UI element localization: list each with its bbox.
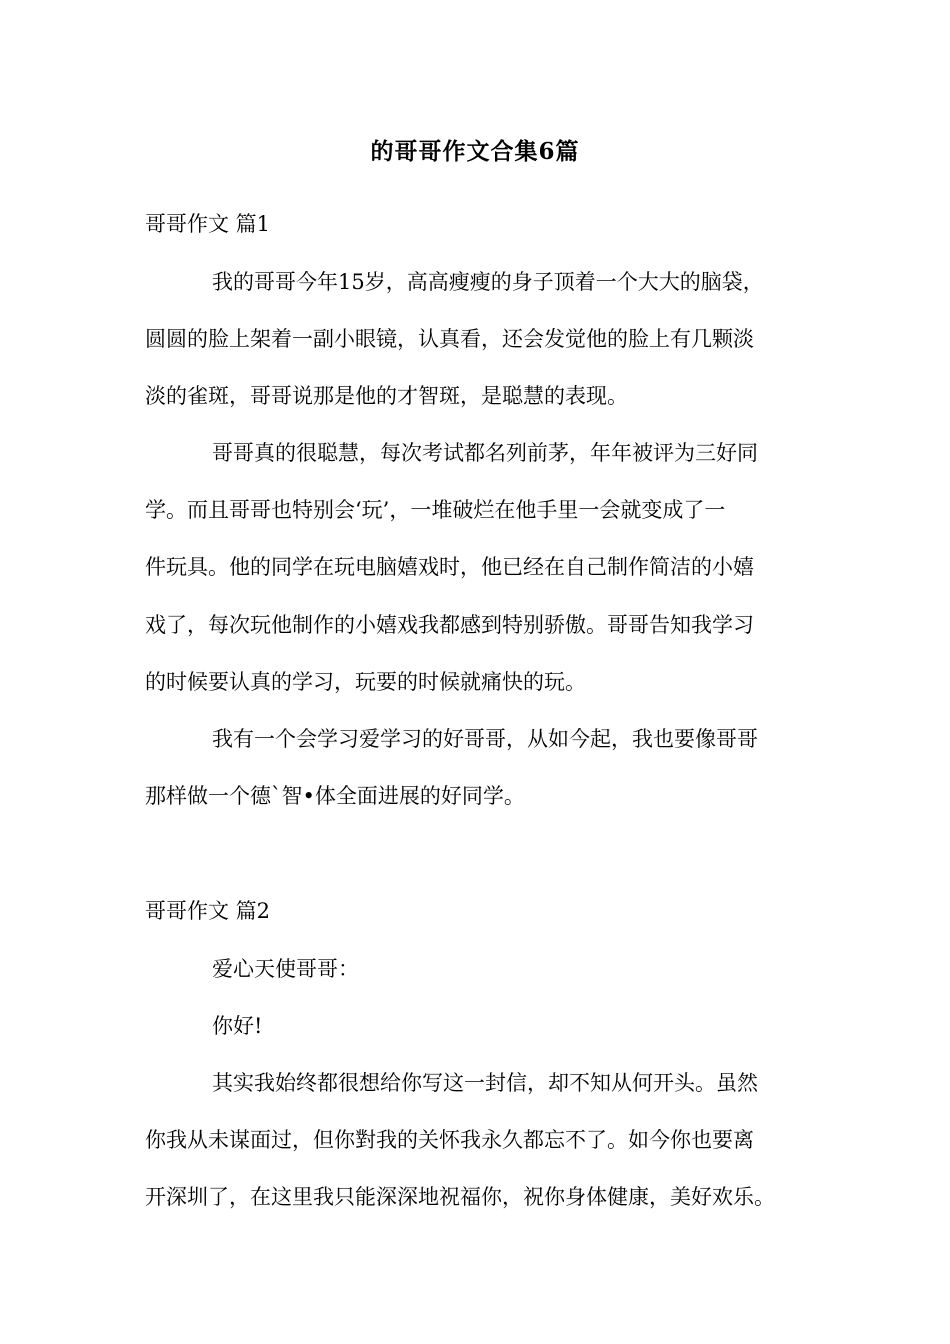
paragraph-line: 爱心天使哥哥： xyxy=(212,957,359,981)
document-title: 的哥哥作文合集6篇 xyxy=(370,138,580,165)
paragraph-line: 其实我始终都很想给你写这一封信，却不知从何开头。虽然 xyxy=(212,1071,758,1095)
paragraph-line: 开深圳了，在这里我只能深深地祝福你，祝你身体健康，美好欢乐。 xyxy=(145,1185,775,1209)
paragraph-line: 那样做一个德`智•体全面进展的好同学。 xyxy=(145,784,525,808)
paragraph-line: 件玩具。他的同学在玩电脑嬉戏时，他已经在自己制作简洁的小嬉 xyxy=(145,555,754,579)
paragraph-line: 你我从未谋面过，但你對我的关怀我永久都忘不了。如今你也要离 xyxy=(145,1128,754,1152)
paragraph-line: 戏了，每次玩他制作的小嬉戏我都感到特别骄傲。哥哥告知我学习 xyxy=(145,613,754,637)
section-heading-2: 哥哥作文 篇2 xyxy=(145,899,271,923)
paragraph-line: 哥哥真的很聪慧，每次考试都名列前茅，年年被评为三好同 xyxy=(212,441,758,465)
paragraph-line: 我的哥哥今年15岁，高高瘦瘦的身子顶着一个大大的脑袋， xyxy=(212,270,764,294)
section-heading-1: 哥哥作文 篇1 xyxy=(145,212,271,236)
paragraph-line: 你好! xyxy=(212,1014,263,1038)
paragraph-line: 圆圆的脸上架着一副小眼镜，认真看，还会发觉他的脸上有几颗淡 xyxy=(145,327,754,351)
paragraph-line: 学。而且哥哥也特别会‘玩’，一堆破烂在他手里一会就变成了一 xyxy=(145,498,726,522)
paragraph-line: 我有一个会学习爱学习的好哥哥，从如今起，我也要像哥哥 xyxy=(212,727,758,751)
paragraph-line: 淡的雀斑，哥哥说那是他的才智斑，是聪慧的表现。 xyxy=(145,384,628,408)
paragraph-line: 的时候要认真的学习，玩要的时候就痛快的玩。 xyxy=(145,670,586,694)
